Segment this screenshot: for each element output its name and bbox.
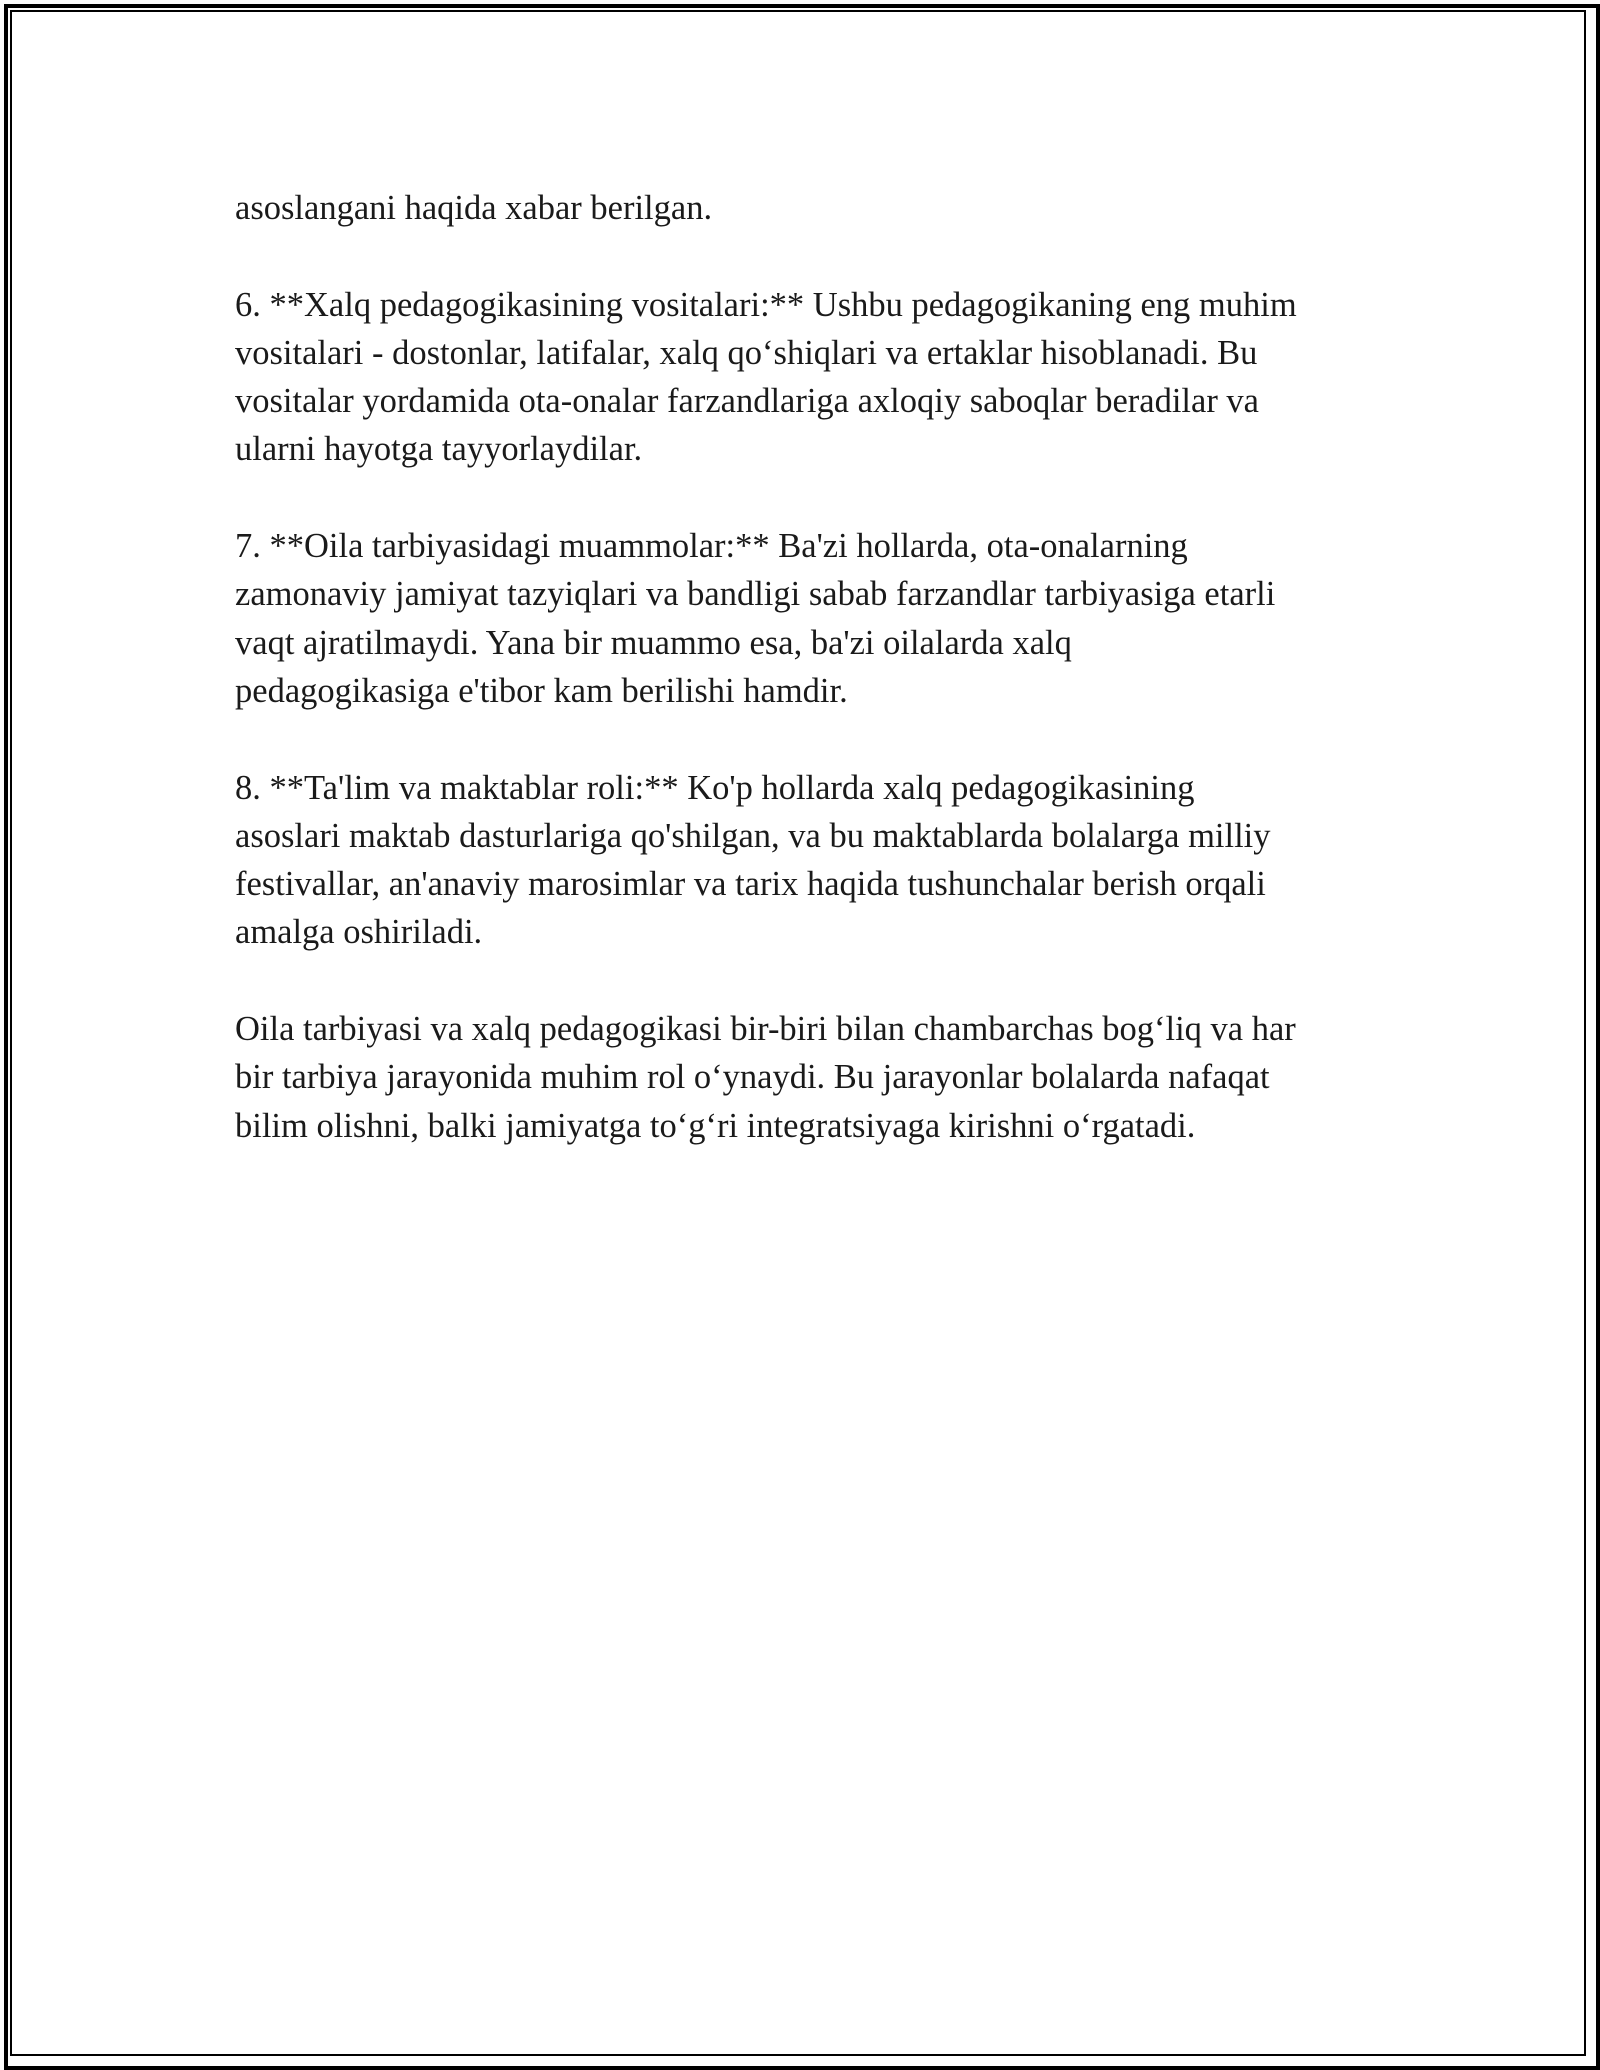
paragraph-item-8: 8. **Ta'lim va maktablar roli:** Ko'p hollarda xalq pedagogikasining asoslari maktab dasturlariga qo'shilgan, va bu maktablarda bolalarga milliy festivallar, an'anaviy marosimlar va tarix haqida tushunchalar berish orqali amalga oshiriladi. — [235, 768, 1271, 952]
paragraph-item-6: 6. **Xalq pedagogikasining vositalari:** Ushbu pedagogikaning eng muhim vositalari - dostonlar, latifalar, xalq qo‘shiqlari va ertaklar hisoblanadi. Bu vositalar yordamida ota-onalar farzandlariga axloqiy saboqlar beradilar va ularni hayotga tayyorlaydilar. — [235, 285, 1297, 469]
paragraph-conclusion: Oila tarbiyasi va xalq pedagogikasi bir-biri bilan chambarchas bog‘liq va har bir tarbiya jarayonida muhim rol o‘ynaydi. Bu jarayonlar bolalarda nafaqat bilim olishni, balki jamiyatga to‘g‘ri integratsiyaga kirishni o‘rgatadi. — [235, 1010, 1296, 1145]
paragraph-continuation: asoslangani haqida xabar berilgan. — [235, 189, 713, 227]
paragraph-item-7: 7. **Oila tarbiyasidagi muammolar:** Ba'zi hollarda, ota-onalarning zamonaviy jamiyat tazyiqlari va bandligi sabab farzandlar tarbiyasiga etarli vaqt ajratilmaydi. Yana bir muammo esa, ba'zi oilalarda xalq pedagogikasiga e'tibor kam berilishi hamdir. — [235, 527, 1276, 710]
document-body — [235, 184, 1395, 1198]
